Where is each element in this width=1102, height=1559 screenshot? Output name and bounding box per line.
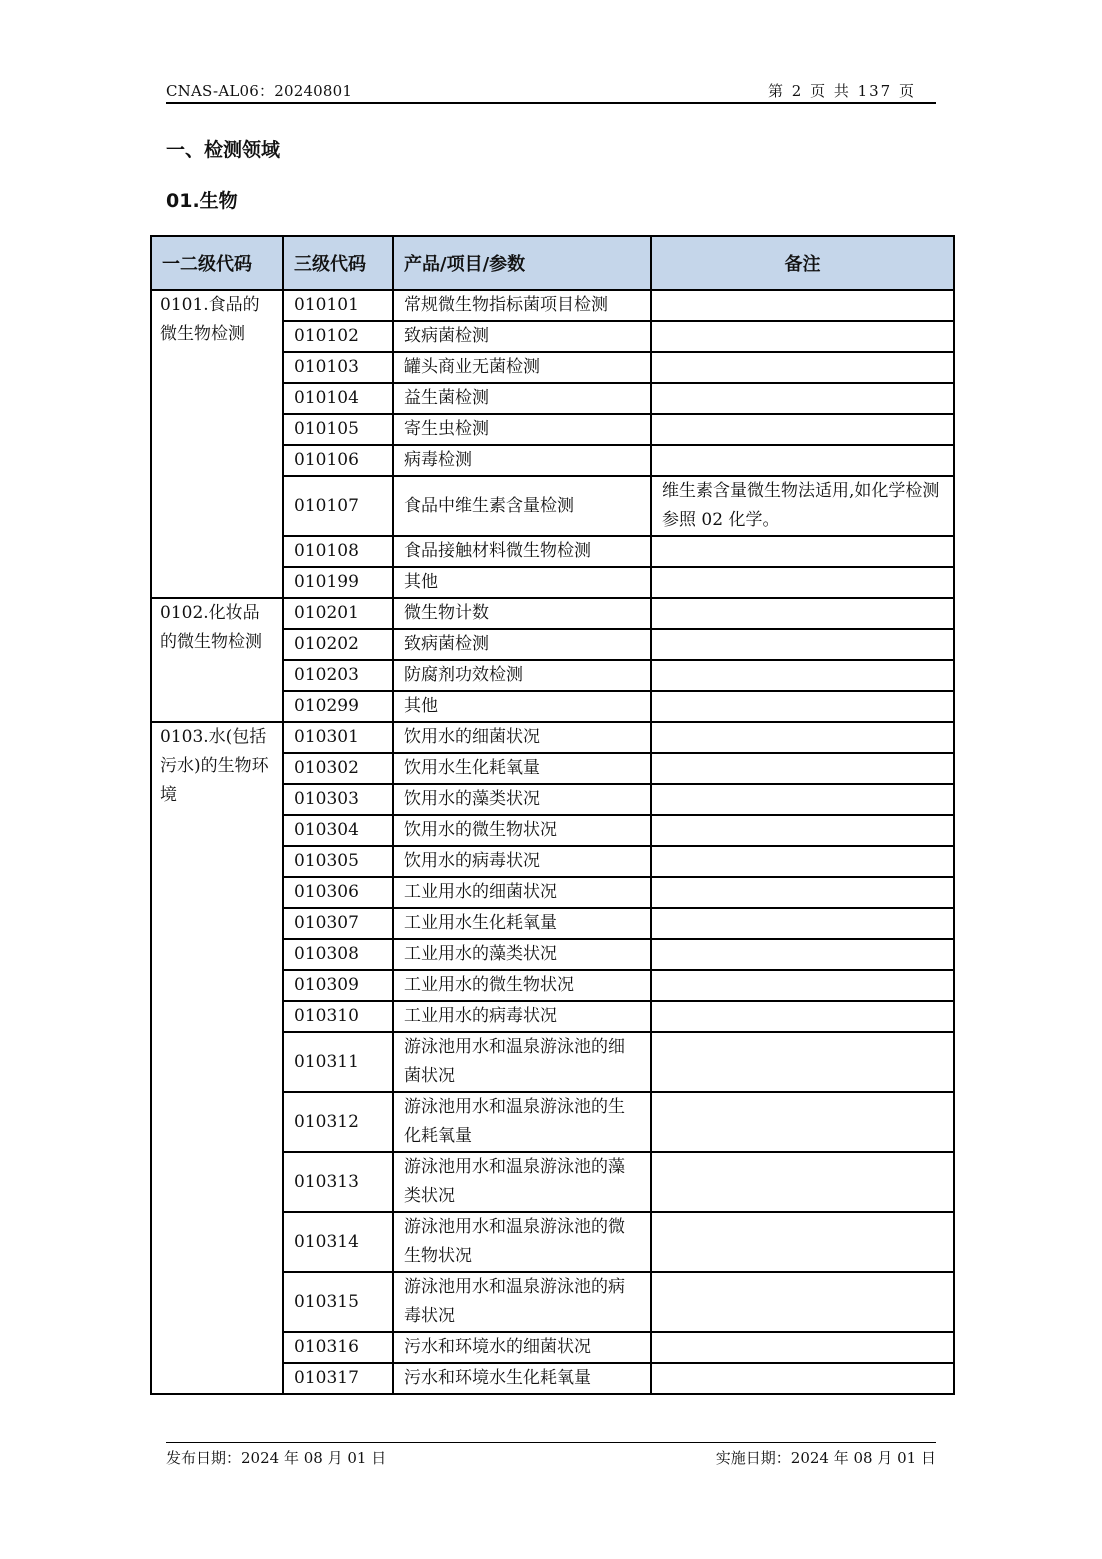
item-cell: 游泳池用水和温泉游泳池的生化耗氧量 <box>393 1092 651 1152</box>
note-cell <box>651 1152 954 1212</box>
note-cell <box>651 1032 954 1092</box>
item-cell: 病毒检测 <box>393 445 651 476</box>
level3-code-cell: 010312 <box>283 1092 393 1152</box>
note-cell <box>651 1212 954 1272</box>
level3-code-cell: 010305 <box>283 846 393 877</box>
note-cell <box>651 939 954 970</box>
note-cell <box>651 1001 954 1032</box>
note-cell <box>651 722 954 753</box>
item-cell: 工业用水的病毒状况 <box>393 1001 651 1032</box>
level3-code-cell: 010302 <box>283 753 393 784</box>
note-cell <box>651 1272 954 1332</box>
level3-code-cell: 010307 <box>283 908 393 939</box>
item-cell: 其他 <box>393 691 651 722</box>
level3-code-cell: 010201 <box>283 598 393 629</box>
subsection-title: 01.生物 <box>166 190 238 212</box>
item-cell: 常规微生物指标菌项目检测 <box>393 290 651 321</box>
item-cell: 饮用水的微生物状况 <box>393 815 651 846</box>
item-cell: 饮用水的藻类状况 <box>393 784 651 815</box>
item-cell: 罐头商业无菌检测 <box>393 352 651 383</box>
level3-code-cell: 010299 <box>283 691 393 722</box>
level3-code-cell: 010103 <box>283 352 393 383</box>
level3-code-cell: 010314 <box>283 1212 393 1272</box>
level3-code-cell: 010104 <box>283 383 393 414</box>
effective-date: 实施日期：2024 年 08 月 01 日 <box>715 1449 936 1467</box>
item-cell: 工业用水生化耗氧量 <box>393 908 651 939</box>
item-cell: 工业用水的藻类状况 <box>393 939 651 970</box>
note-cell <box>651 660 954 691</box>
level3-code-cell: 010203 <box>283 660 393 691</box>
level3-code-cell: 010315 <box>283 1272 393 1332</box>
note-cell <box>651 1332 954 1363</box>
level3-code-cell: 010317 <box>283 1363 393 1394</box>
note-cell <box>651 536 954 567</box>
item-cell: 微生物计数 <box>393 598 651 629</box>
item-cell: 游泳池用水和温泉游泳池的藻类状况 <box>393 1152 651 1212</box>
page-header <box>166 78 936 104</box>
item-cell: 致病菌检测 <box>393 629 651 660</box>
item-cell: 饮用水生化耗氧量 <box>393 753 651 784</box>
item-cell: 游泳池用水和温泉游泳池的微生物状况 <box>393 1212 651 1272</box>
table-body <box>151 290 954 1394</box>
level3-code-cell: 010311 <box>283 1032 393 1092</box>
note-cell <box>651 877 954 908</box>
column-header: 产品/项目/参数 <box>393 236 651 290</box>
item-cell: 游泳池用水和温泉游泳池的病毒状况 <box>393 1272 651 1332</box>
level3-code-cell: 010304 <box>283 815 393 846</box>
item-cell: 益生菌检测 <box>393 383 651 414</box>
section-title: 一、检测领域 <box>166 139 281 161</box>
item-cell: 工业用水的微生物状况 <box>393 970 651 1001</box>
note-cell <box>651 753 954 784</box>
note-cell <box>651 567 954 598</box>
level3-code-cell: 010106 <box>283 445 393 476</box>
level3-code-cell: 010310 <box>283 1001 393 1032</box>
note-cell <box>651 970 954 1001</box>
column-header: 一二级代码 <box>151 236 283 290</box>
note-cell <box>651 846 954 877</box>
note-cell <box>651 352 954 383</box>
note-cell <box>651 414 954 445</box>
level3-code-cell: 010316 <box>283 1332 393 1363</box>
item-cell: 防腐剂功效检测 <box>393 660 651 691</box>
item-cell: 其他 <box>393 567 651 598</box>
item-cell: 致病菌检测 <box>393 321 651 352</box>
note-cell <box>651 1363 954 1394</box>
note-cell <box>651 383 954 414</box>
page-footer <box>166 1442 936 1473</box>
item-cell: 寄生虫检测 <box>393 414 651 445</box>
table-row <box>151 290 954 321</box>
level3-code-cell: 010309 <box>283 970 393 1001</box>
note-cell <box>651 784 954 815</box>
note-cell <box>651 1092 954 1152</box>
item-cell: 污水和环境水生化耗氧量 <box>393 1363 651 1394</box>
level3-code-cell: 010313 <box>283 1152 393 1212</box>
page-number: 第 2 页 共 137 页 <box>767 82 916 100</box>
level3-code-cell: 010107 <box>283 476 393 536</box>
item-cell: 食品接触材料微生物检测 <box>393 536 651 567</box>
item-cell: 游泳池用水和温泉游泳池的细菌状况 <box>393 1032 651 1092</box>
level3-code-cell: 010308 <box>283 939 393 970</box>
publish-date: 发布日期：2024 年 08 月 01 日 <box>166 1449 387 1467</box>
level3-code-cell: 010105 <box>283 414 393 445</box>
note-cell <box>651 290 954 321</box>
level3-code-cell: 010101 <box>283 290 393 321</box>
level3-code-cell: 010306 <box>283 877 393 908</box>
level3-code-cell: 010301 <box>283 722 393 753</box>
item-cell: 饮用水的病毒状况 <box>393 846 651 877</box>
note-cell <box>651 815 954 846</box>
note-cell <box>651 629 954 660</box>
column-header: 备注 <box>651 236 954 290</box>
column-header: 三级代码 <box>283 236 393 290</box>
item-cell: 饮用水的细菌状况 <box>393 722 651 753</box>
level3-code-cell: 010202 <box>283 629 393 660</box>
note-cell <box>651 598 954 629</box>
table-header-row <box>151 236 954 290</box>
item-cell: 工业用水的细菌状况 <box>393 877 651 908</box>
level3-code-cell: 010102 <box>283 321 393 352</box>
level3-code-cell: 010199 <box>283 567 393 598</box>
note-cell <box>651 321 954 352</box>
table-row <box>151 722 954 753</box>
group-code-cell: 0103.水(包括污水)的生物环境 <box>151 722 283 1394</box>
note-cell <box>651 445 954 476</box>
item-cell: 污水和环境水的细菌状况 <box>393 1332 651 1363</box>
group-code-cell: 0101.食品的微生物检测 <box>151 290 283 598</box>
scope-table <box>150 235 955 1395</box>
table-row <box>151 598 954 629</box>
document-id: CNAS-AL06：20240801 <box>166 82 353 100</box>
level3-code-cell: 010108 <box>283 536 393 567</box>
item-cell: 食品中维生素含量检测 <box>393 476 651 536</box>
level3-code-cell: 010303 <box>283 784 393 815</box>
group-code-cell: 0102.化妆品的微生物检测 <box>151 598 283 722</box>
note-cell <box>651 908 954 939</box>
note-cell <box>651 691 954 722</box>
note-cell: 维生素含量微生物法适用,如化学检测参照 02 化学。 <box>651 476 954 536</box>
